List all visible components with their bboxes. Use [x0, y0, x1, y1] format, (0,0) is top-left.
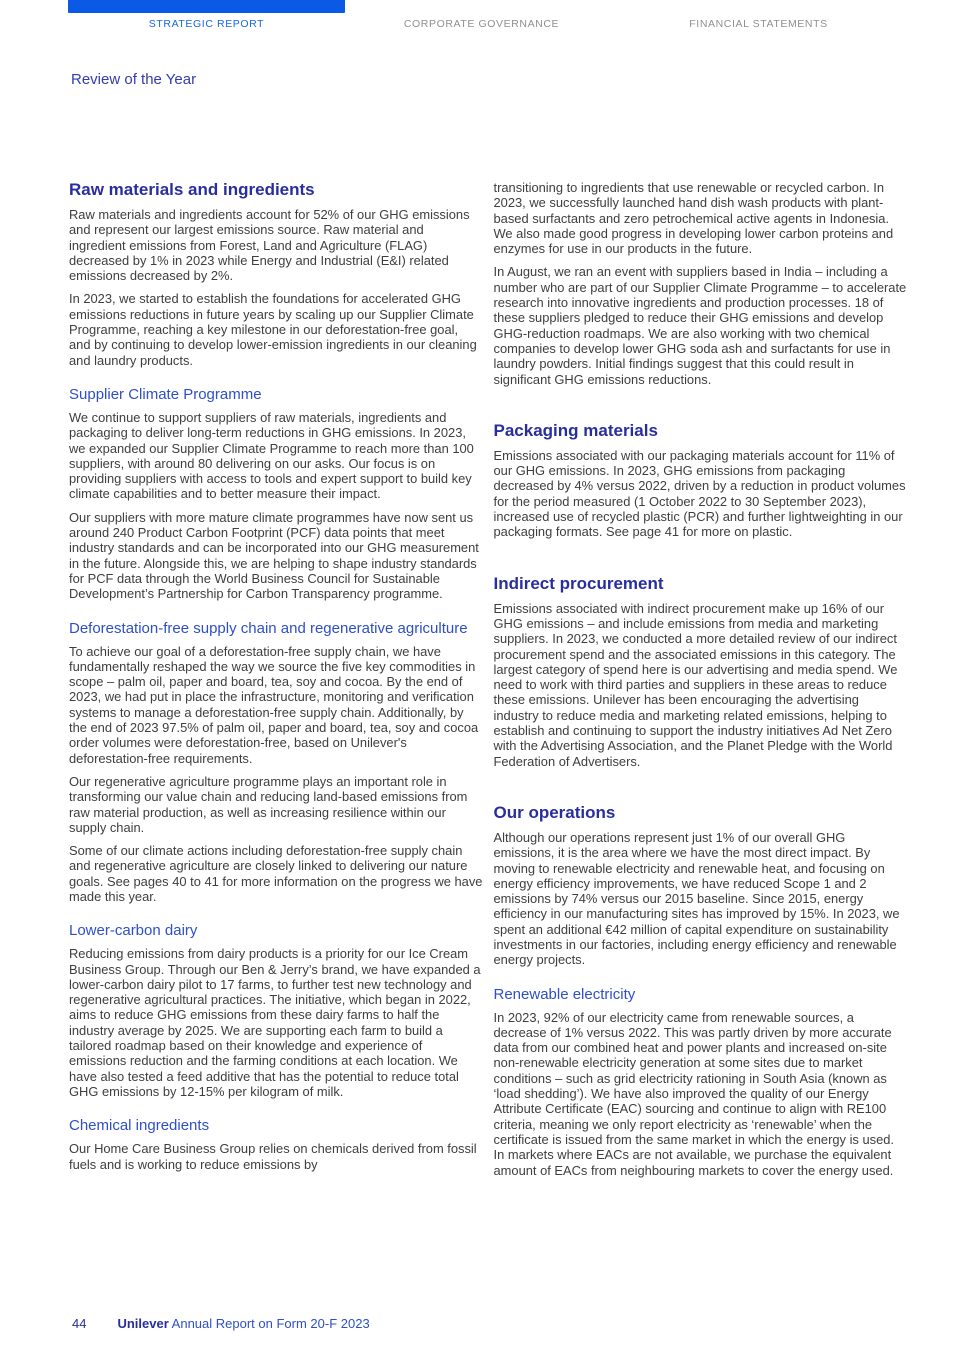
tab-strategic-report[interactable] — [68, 0, 345, 34]
paragraph: We continue to support suppliers of raw materials, ingredients and packaging to deliver long-term reductions in GHG emissions. In 2023, we expanded our Supplier Climate Programme to reach more than 100 suppliers, with around 80 delivering on our asks. Our focus is on providing suppliers with access to tools and expert support to build key climate capabilities and to better measure their impact. — [69, 409, 474, 502]
subsection-heading: Deforestation-free supply chain and regenerative agriculture — [69, 619, 468, 637]
paragraph: In 2023, 92% of our electricity came from renewable sources, a decrease of 1% versus 2022. This was partly driven by more accurate data from our combined heat and power plants and increased on-site non-renewable electricity generation at some sites due to market conditions – such as grid electricity rationing in South Asia (known as ‘load shedding’). We have also improved the quality of our Energy Attribute Certificate (EAC) sourcing and continue to align with RE100 criteria, meaning we only report electricity as ‘renewable’ when the certificate is issued from the same market in which the energy is used. In markets where EACs are not available, we purchase the equivalent amount of EACs from neighbouring markets to cover the energy used. — [493, 1009, 894, 1178]
tab-financial-statements[interactable] — [620, 0, 897, 34]
paragraph: Reducing emissions from dairy products is a priority for our Ice Cream Business Group. Through our Ben & Jerry’s brand, we have expanded a lower-carbon dairy pilot to 17 farms, to further test new technology and regenerative agricultural practices. The initiative, which began in 2022, aims to reduce GHG emissions from these dairy farms to half the industry average by 2025. We are supporting each farm to build a tailored roadmap based on their knowledge and experience of emissions reduction and the farming conditions at each location. We have also tested a feed additive that has the potential to reduce total GHG emissions by 12-15% per kilogram of milk. — [69, 946, 481, 1099]
active-tab-indicator — [68, 0, 345, 13]
subsection-heading: Chemical ingredients — [69, 1117, 210, 1135]
tab-label: STRATEGIC REPORT — [148, 18, 265, 30]
paragraph: To achieve our goal of a deforestation-free supply chain, we have fundamentally reshaped the way we source the five key commodities in scope – palm oil, paper and board, tea, soy and cocoa. By the end of 2023, we had put in place the infrastructure, monitoring and verification systems to manage a deforestation-free supply chain. Additionally, by the end of 2023 97.5% of palm oil, paper and board, tea, soy and cocoa order volumes were deforestation-free, based on Unilever's deforestation-free requirements. — [69, 643, 479, 766]
page-section-title: Review of the Year — [71, 71, 197, 88]
section-heading: Our operations — [493, 802, 616, 822]
paragraph: In 2023, we started to establish the foundations for accelerated GHG emissions reductions in future years by scaling up our Supplier Climate Programme, reaching a key milestone in our deforestation-free goal, and by continuing to develop lower-emission ingredients in our cleaning and laundry products. — [69, 291, 477, 368]
article-columns — [69, 180, 907, 1186]
right-column — [494, 180, 908, 1186]
paragraph: transitioning to ingredients that use renewable or recycled carbon. In 2023, we successfully launched hand dish wash products with plant-based surfactants and zero petrochemical active agents in Indonesia. We also made good progress in developing lower carbon proteins and enzymes for use in our products in the future. — [493, 180, 894, 257]
page-number: 44 — [72, 1316, 87, 1331]
left-column — [69, 180, 483, 1186]
paragraph: Our suppliers with more mature climate programmes have now sent us around 240 Product Carbon Footprint (PCF) data points that meet industry standards and can be incorporated into our GHG measurement in the future. Alongside this, we are helping to shape industry standards for PCF data through the World Business Council for Sustainable Development’s Partnership for Carbon Transparency programme. — [69, 509, 479, 602]
subsection-heading: Renewable electricity — [493, 985, 636, 1003]
tab-label: FINANCIAL STATEMENTS — [689, 18, 828, 30]
paragraph: Our regenerative agriculture programme plays an important role in transforming our value chain and reducing land-based emissions from raw material production, as well as increasing resilience within our supply chain. — [69, 773, 468, 835]
section-heading: Raw materials and ingredients — [69, 180, 315, 199]
subsection-heading: Lower-carbon dairy — [69, 922, 198, 940]
subsection-heading: Supplier Climate Programme — [69, 385, 262, 403]
paragraph: Emissions associated with indirect procurement make up 16% of our GHG emissions – and include emissions from media and marketing suppliers. In 2023, we conducted a more detailed review of our indirect procurement spend and the associated emissions in this category. The largest category of spend here is our advertising and media spend. We need to work with third parties and suppliers in these areas to reduce these emissions. Unilever has been encouraging the advertising industry to reduce media and marketing related emissions, helping to establish and continuing to support the industry initiatives Ad Net Zero with the Advertising Association, and the Planet Pledge with the World Federation of Advertisers. — [493, 600, 898, 769]
report-title-rest: Annual Report on Form 20-F 2023 — [168, 1316, 370, 1331]
section-heading: Indirect procurement — [493, 573, 664, 593]
paragraph: Emissions associated with our packaging materials account for 11% of our GHG emissions. In 2023, GHG emissions from packaging decreased by 4% versus 2022, driven by a reduction in product volumes for the period measured (1 October 2022 to 30 September 2023), increased use of recycled plastic (PCR) and further lightweighting in our packaging formats. See page 41 for more on plastic. — [493, 447, 906, 540]
paragraph: Although our operations represent just 1% of our overall GHG emissions, it is the area where we have the most direct impact. By moving to renewable electricity and renewable heat, and focusing on energy efficiency improvements, we have reduced Scope 1 and 2 emissions by 74% versus our 2015 baseline. Since 2015, energy efficiency in our manufacturing sites has improved by 15%. In 2023, we spent an additional €42 million of capital expenditure on sustainability investments in our factories, including energy efficiency and renewable energy projects. — [493, 829, 900, 968]
paragraph: In August, we ran an event with suppliers based in India – including a number who are part of our Supplier Climate Programme – to accelerate research into innovative ingredients and production processes. 18 of these suppliers pledged to reduce their GHG emissions and develop GHG-reduction roadmaps. We are also working with two chemical companies to develop lower GHG soda ash and surfactants for use in laundry powders. Initial findings suggest that this could result in significant GHG emissions reductions. — [493, 264, 907, 387]
top-tab-bar — [0, 0, 968, 36]
page-footer — [72, 1316, 370, 1331]
paragraph: Some of our climate actions including deforestation-free supply chain and regenerative agriculture are closely linked to delivering our nature goals. See pages 40 to 41 for more information on the progress we have made this year. — [69, 843, 483, 904]
tab-corporate-governance[interactable] — [343, 0, 620, 34]
paragraph: Our Home Care Business Group relies on chemicals derived from fossil fuels and is working to reduce emissions by — [69, 1141, 477, 1172]
report-title — [117, 1316, 369, 1331]
brand-name: Unilever — [117, 1316, 169, 1331]
tab-label: CORPORATE GOVERNANCE — [403, 18, 560, 30]
paragraph: Raw materials and ingredients account for 52% of our GHG emissions and represent our largest emissions source. Raw material and ingredient emissions from Forest, Land and Agriculture (FLAG) decreased by 1% in 2023 while Energy and Industrial (E&I) related emissions decreased by 2%. — [69, 207, 470, 284]
section-heading: Packaging materials — [493, 420, 658, 440]
